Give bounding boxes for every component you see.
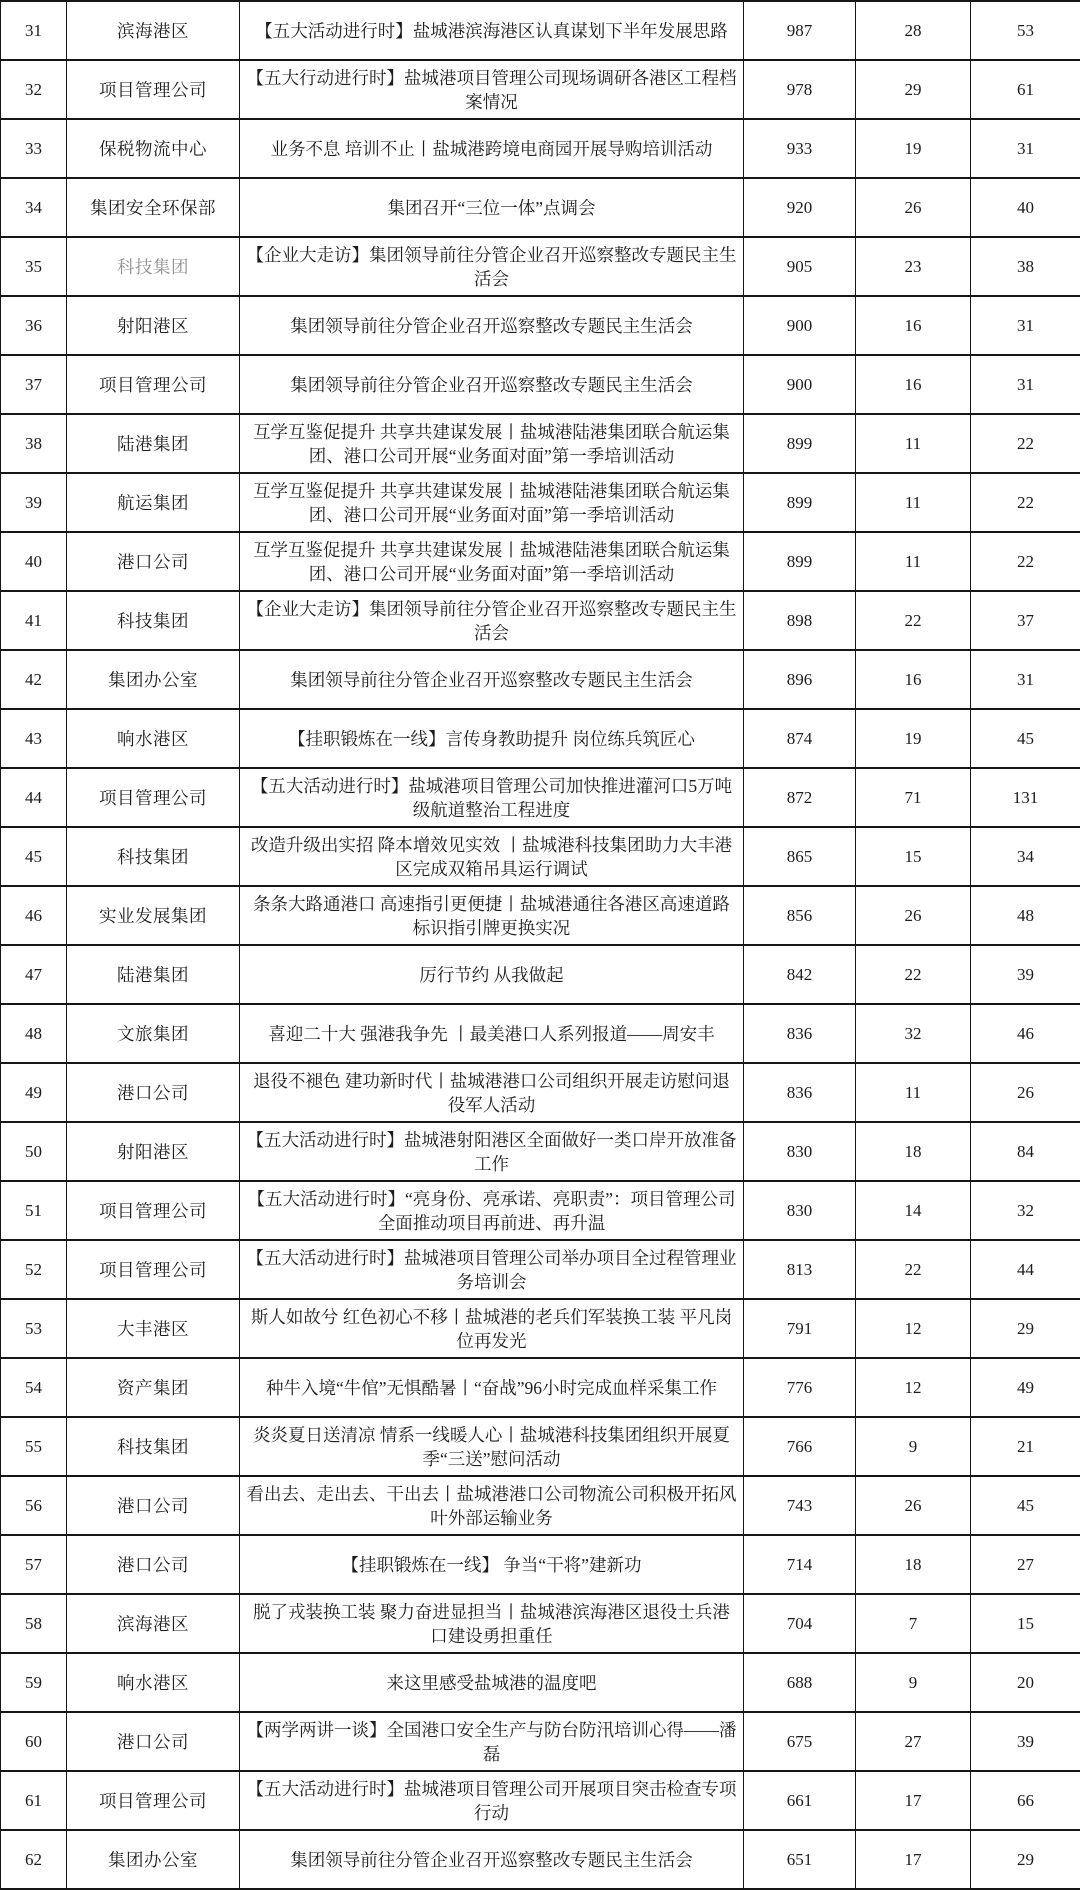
metric3-cell: 38 xyxy=(971,237,1080,296)
rank-cell: 38 xyxy=(1,414,67,473)
title-cell: 互学互鉴促提升 共享共建谋发展丨盐城港陆港集团联合航运集团、港口公司开展“业务面对面”第一季培训活动 xyxy=(240,532,744,591)
rank-cell: 31 xyxy=(1,1,67,60)
metric1-cell: 842 xyxy=(744,945,856,1004)
metric2-cell: 16 xyxy=(856,650,971,709)
title-cell: 【五大活动进行时】盐城港滨海港区认真谋划下半年发展思路 xyxy=(240,1,744,60)
org-cell: 集团安全环保部 xyxy=(67,178,240,237)
metric1-cell: 899 xyxy=(744,414,856,473)
metric2-cell: 16 xyxy=(856,355,971,414)
table-row xyxy=(1,532,1080,591)
metric3-cell: 66 xyxy=(971,1771,1080,1830)
table-row xyxy=(1,119,1080,178)
title-cell: 炎炎夏日送清凉 情系一线暖人心丨盐城港科技集团组织开展夏季“三送”慰问活动 xyxy=(240,1417,744,1476)
rank-cell: 32 xyxy=(1,60,67,119)
org-cell: 陆港集团 xyxy=(67,945,240,1004)
org-cell: 资产集团 xyxy=(67,1358,240,1417)
rank-cell: 52 xyxy=(1,1240,67,1299)
rank-cell: 48 xyxy=(1,1004,67,1063)
org-cell: 港口公司 xyxy=(67,532,240,591)
org-cell: 射阳港区 xyxy=(67,1122,240,1181)
metric2-cell: 29 xyxy=(856,60,971,119)
metric2-cell: 22 xyxy=(856,945,971,1004)
metric3-cell: 20 xyxy=(971,1653,1080,1712)
table-row xyxy=(1,1,1080,60)
metric1-cell: 651 xyxy=(744,1830,856,1889)
rank-cell: 42 xyxy=(1,650,67,709)
metric3-cell: 45 xyxy=(971,709,1080,768)
org-cell: 文旅集团 xyxy=(67,1004,240,1063)
table-row xyxy=(1,414,1080,473)
metric2-cell: 14 xyxy=(856,1181,971,1240)
metric1-cell: 865 xyxy=(744,827,856,886)
org-cell: 集团办公室 xyxy=(67,1830,240,1889)
rank-cell: 61 xyxy=(1,1771,67,1830)
title-cell: 业务不息 培训不止丨盐城港跨境电商园开展导购培训活动 xyxy=(240,119,744,178)
rank-cell: 33 xyxy=(1,119,67,178)
table-row xyxy=(1,1122,1080,1181)
metric1-cell: 836 xyxy=(744,1063,856,1122)
metric3-cell: 46 xyxy=(971,1004,1080,1063)
rank-cell: 62 xyxy=(1,1830,67,1889)
org-cell: 科技集团 xyxy=(67,1417,240,1476)
table-row xyxy=(1,237,1080,296)
table-row xyxy=(1,886,1080,945)
metric1-cell: 813 xyxy=(744,1240,856,1299)
metric3-cell: 22 xyxy=(971,414,1080,473)
metric3-cell: 29 xyxy=(971,1830,1080,1889)
table-row xyxy=(1,296,1080,355)
title-cell: 集团领导前往分管企业召开巡察整改专题民主生活会 xyxy=(240,650,744,709)
title-cell: 【五大活动进行时】盐城港项目管理公司举办项目全过程管理业务培训会 xyxy=(240,1240,744,1299)
org-cell: 陆港集团 xyxy=(67,414,240,473)
title-cell: 【五大活动进行时】“亮身份、亮承诺、亮职责”：项目管理公司全面推动项目再前进、再升温 xyxy=(240,1181,744,1240)
metric3-cell: 31 xyxy=(971,119,1080,178)
metric2-cell: 23 xyxy=(856,237,971,296)
table-row xyxy=(1,1535,1080,1594)
metric2-cell: 19 xyxy=(856,709,971,768)
table-row xyxy=(1,945,1080,1004)
table-row xyxy=(1,768,1080,827)
metric1-cell: 743 xyxy=(744,1476,856,1535)
table-row xyxy=(1,1299,1080,1358)
rank-cell: 49 xyxy=(1,1063,67,1122)
metric3-cell: 44 xyxy=(971,1240,1080,1299)
metric2-cell: 18 xyxy=(856,1535,971,1594)
metric1-cell: 714 xyxy=(744,1535,856,1594)
org-cell: 项目管理公司 xyxy=(67,1181,240,1240)
rank-cell: 59 xyxy=(1,1653,67,1712)
metric3-cell: 31 xyxy=(971,650,1080,709)
table-row xyxy=(1,473,1080,532)
metric1-cell: 776 xyxy=(744,1358,856,1417)
metric1-cell: 905 xyxy=(744,237,856,296)
title-cell: 集团领导前往分管企业召开巡察整改专题民主生活会 xyxy=(240,355,744,414)
metric3-cell: 34 xyxy=(971,827,1080,886)
org-cell: 港口公司 xyxy=(67,1063,240,1122)
table-row xyxy=(1,1240,1080,1299)
metric1-cell: 688 xyxy=(744,1653,856,1712)
table-body xyxy=(1,1,1080,1889)
metric2-cell: 17 xyxy=(856,1830,971,1889)
metric3-cell: 131 xyxy=(971,768,1080,827)
table-row xyxy=(1,1830,1080,1889)
table-row xyxy=(1,1653,1080,1712)
metric3-cell: 39 xyxy=(971,945,1080,1004)
metric2-cell: 71 xyxy=(856,768,971,827)
table-row xyxy=(1,1181,1080,1240)
metric3-cell: 84 xyxy=(971,1122,1080,1181)
title-cell: 喜迎二十大 强港我争先 丨最美港口人系列报道——周安丰 xyxy=(240,1004,744,1063)
metric2-cell: 9 xyxy=(856,1653,971,1712)
title-cell: 集团领导前往分管企业召开巡察整改专题民主生活会 xyxy=(240,1830,744,1889)
org-cell: 响水港区 xyxy=(67,1653,240,1712)
table-row xyxy=(1,60,1080,119)
title-cell: 【挂职锻炼在一线】言传身教助提升 岗位练兵筑匠心 xyxy=(240,709,744,768)
org-cell: 航运集团 xyxy=(67,473,240,532)
metric3-cell: 49 xyxy=(971,1358,1080,1417)
org-cell: 港口公司 xyxy=(67,1712,240,1771)
metric1-cell: 987 xyxy=(744,1,856,60)
metric2-cell: 15 xyxy=(856,827,971,886)
metric1-cell: 704 xyxy=(744,1594,856,1653)
rank-cell: 41 xyxy=(1,591,67,650)
metric2-cell: 16 xyxy=(856,296,971,355)
title-cell: 集团召开“三位一体”点调会 xyxy=(240,178,744,237)
table-row xyxy=(1,709,1080,768)
rank-cell: 39 xyxy=(1,473,67,532)
table-row xyxy=(1,1004,1080,1063)
metric1-cell: 900 xyxy=(744,355,856,414)
title-cell: 脱了戎装换工装 聚力奋进显担当丨盐城港滨海港区退役士兵港口建设勇担重任 xyxy=(240,1594,744,1653)
table-row xyxy=(1,1594,1080,1653)
metric2-cell: 12 xyxy=(856,1299,971,1358)
metric3-cell: 61 xyxy=(971,60,1080,119)
org-cell: 港口公司 xyxy=(67,1535,240,1594)
rank-cell: 51 xyxy=(1,1181,67,1240)
metric2-cell: 26 xyxy=(856,1476,971,1535)
org-cell: 滨海港区 xyxy=(67,1,240,60)
rank-cell: 44 xyxy=(1,768,67,827)
title-cell: 改造升级出实招 降本增效见实效 丨盐城港科技集团助力大丰港区完成双箱吊具运行调试 xyxy=(240,827,744,886)
org-cell: 项目管理公司 xyxy=(67,1771,240,1830)
title-cell: 【五大活动进行时】盐城港项目管理公司加快推进灌河口5万吨级航道整治工程进度 xyxy=(240,768,744,827)
metric2-cell: 18 xyxy=(856,1122,971,1181)
title-cell: 【两学两讲一谈】全国港口安全生产与防台防汛培训心得——潘磊 xyxy=(240,1712,744,1771)
table-row xyxy=(1,827,1080,886)
title-cell: 【企业大走访】集团领导前往分管企业召开巡察整改专题民主生活会 xyxy=(240,591,744,650)
metric2-cell: 26 xyxy=(856,178,971,237)
title-cell: 【五大行动进行时】盐城港项目管理公司现场调研各港区工程档案情况 xyxy=(240,60,744,119)
metric3-cell: 32 xyxy=(971,1181,1080,1240)
rank-cell: 55 xyxy=(1,1417,67,1476)
table-row xyxy=(1,355,1080,414)
table-row xyxy=(1,1771,1080,1830)
metric3-cell: 15 xyxy=(971,1594,1080,1653)
table-row xyxy=(1,650,1080,709)
title-cell: 集团领导前往分管企业召开巡察整改专题民主生活会 xyxy=(240,296,744,355)
metric3-cell: 48 xyxy=(971,886,1080,945)
rank-cell: 34 xyxy=(1,178,67,237)
rank-cell: 58 xyxy=(1,1594,67,1653)
rank-cell: 53 xyxy=(1,1299,67,1358)
org-cell: 项目管理公司 xyxy=(67,768,240,827)
metric2-cell: 28 xyxy=(856,1,971,60)
metric2-cell: 11 xyxy=(856,1063,971,1122)
metric1-cell: 874 xyxy=(744,709,856,768)
rank-cell: 36 xyxy=(1,296,67,355)
metric1-cell: 899 xyxy=(744,532,856,591)
title-cell: 看出去、走出去、干出去丨盐城港港口公司物流公司积极开拓风叶外部运输业务 xyxy=(240,1476,744,1535)
metric1-cell: 898 xyxy=(744,591,856,650)
metric2-cell: 11 xyxy=(856,414,971,473)
metric2-cell: 12 xyxy=(856,1358,971,1417)
title-cell: 【五大活动进行时】盐城港射阳港区全面做好一类口岸开放准备工作 xyxy=(240,1122,744,1181)
org-cell: 项目管理公司 xyxy=(67,60,240,119)
table-row xyxy=(1,178,1080,237)
metric2-cell: 7 xyxy=(856,1594,971,1653)
metric2-cell: 9 xyxy=(856,1417,971,1476)
metric2-cell: 17 xyxy=(856,1771,971,1830)
title-cell: 【企业大走访】集团领导前往分管企业召开巡察整改专题民主生活会 xyxy=(240,237,744,296)
org-cell: 项目管理公司 xyxy=(67,355,240,414)
rank-cell: 47 xyxy=(1,945,67,1004)
table-row xyxy=(1,1476,1080,1535)
org-cell: 港口公司 xyxy=(67,1476,240,1535)
title-cell: 互学互鉴促提升 共享共建谋发展丨盐城港陆港集团联合航运集团、港口公司开展“业务面对面”第一季培训活动 xyxy=(240,414,744,473)
metric1-cell: 933 xyxy=(744,119,856,178)
org-cell: 科技集团 xyxy=(67,591,240,650)
metric1-cell: 896 xyxy=(744,650,856,709)
metric1-cell: 791 xyxy=(744,1299,856,1358)
rank-cell: 35 xyxy=(1,237,67,296)
metric2-cell: 27 xyxy=(856,1712,971,1771)
title-cell: 来这里感受盐城港的温度吧 xyxy=(240,1653,744,1712)
title-cell: 种牛入境“牛倌”无惧酷暑丨“奋战”96小时完成血样采集工作 xyxy=(240,1358,744,1417)
rank-cell: 46 xyxy=(1,886,67,945)
metric1-cell: 900 xyxy=(744,296,856,355)
table-row xyxy=(1,1063,1080,1122)
org-cell: 射阳港区 xyxy=(67,296,240,355)
metric1-cell: 856 xyxy=(744,886,856,945)
org-cell: 科技集团 xyxy=(67,237,240,296)
rank-cell: 54 xyxy=(1,1358,67,1417)
metric2-cell: 22 xyxy=(856,591,971,650)
org-cell: 大丰港区 xyxy=(67,1299,240,1358)
title-cell: 【挂职锻炼在一线】 争当“干将”建新功 xyxy=(240,1535,744,1594)
metric2-cell: 22 xyxy=(856,1240,971,1299)
metric2-cell: 26 xyxy=(856,886,971,945)
metric1-cell: 836 xyxy=(744,1004,856,1063)
metric3-cell: 31 xyxy=(971,296,1080,355)
table-row xyxy=(1,1358,1080,1417)
rank-cell: 37 xyxy=(1,355,67,414)
metric3-cell: 31 xyxy=(971,355,1080,414)
rank-cell: 43 xyxy=(1,709,67,768)
metric3-cell: 26 xyxy=(971,1063,1080,1122)
metric1-cell: 830 xyxy=(744,1122,856,1181)
metric1-cell: 872 xyxy=(744,768,856,827)
org-cell: 集团办公室 xyxy=(67,650,240,709)
title-cell: 退役不褪色 建功新时代丨盐城港港口公司组织开展走访慰问退役军人活动 xyxy=(240,1063,744,1122)
metric3-cell: 37 xyxy=(971,591,1080,650)
metric3-cell: 45 xyxy=(971,1476,1080,1535)
rank-cell: 56 xyxy=(1,1476,67,1535)
metric1-cell: 978 xyxy=(744,60,856,119)
rank-cell: 57 xyxy=(1,1535,67,1594)
metric3-cell: 40 xyxy=(971,178,1080,237)
title-cell: 条条大路通港口 高速指引更便捷丨盐城港通往各港区高速道路标识指引牌更换实况 xyxy=(240,886,744,945)
title-cell: 厉行节约 从我做起 xyxy=(240,945,744,1004)
metric3-cell: 22 xyxy=(971,532,1080,591)
metric1-cell: 899 xyxy=(744,473,856,532)
metric1-cell: 675 xyxy=(744,1712,856,1771)
metric3-cell: 39 xyxy=(971,1712,1080,1771)
rank-cell: 40 xyxy=(1,532,67,591)
metric1-cell: 920 xyxy=(744,178,856,237)
metric2-cell: 32 xyxy=(856,1004,971,1063)
title-cell: 斯人如故兮 红色初心不移丨盐城港的老兵们军装换工装 平凡岗位再发光 xyxy=(240,1299,744,1358)
metric3-cell: 21 xyxy=(971,1417,1080,1476)
org-cell: 响水港区 xyxy=(67,709,240,768)
title-cell: 【五大活动进行时】盐城港项目管理公司开展项目突击检查专项行动 xyxy=(240,1771,744,1830)
org-cell: 实业发展集团 xyxy=(67,886,240,945)
org-cell: 滨海港区 xyxy=(67,1594,240,1653)
table-row xyxy=(1,1712,1080,1771)
title-cell: 互学互鉴促提升 共享共建谋发展丨盐城港陆港集团联合航运集团、港口公司开展“业务面对面”第一季培训活动 xyxy=(240,473,744,532)
org-cell: 项目管理公司 xyxy=(67,1240,240,1299)
org-cell: 科技集团 xyxy=(67,827,240,886)
metric2-cell: 11 xyxy=(856,532,971,591)
table-row xyxy=(1,591,1080,650)
metric2-cell: 19 xyxy=(856,119,971,178)
rank-cell: 45 xyxy=(1,827,67,886)
metric3-cell: 27 xyxy=(971,1535,1080,1594)
rank-cell: 50 xyxy=(1,1122,67,1181)
metric2-cell: 11 xyxy=(856,473,971,532)
metric1-cell: 766 xyxy=(744,1417,856,1476)
table-row xyxy=(1,1417,1080,1476)
metric1-cell: 661 xyxy=(744,1771,856,1830)
rank-cell: 60 xyxy=(1,1712,67,1771)
metric3-cell: 22 xyxy=(971,473,1080,532)
metric3-cell: 29 xyxy=(971,1299,1080,1358)
metric3-cell: 53 xyxy=(971,1,1080,60)
org-cell: 保税物流中心 xyxy=(67,119,240,178)
metric1-cell: 830 xyxy=(744,1181,856,1240)
